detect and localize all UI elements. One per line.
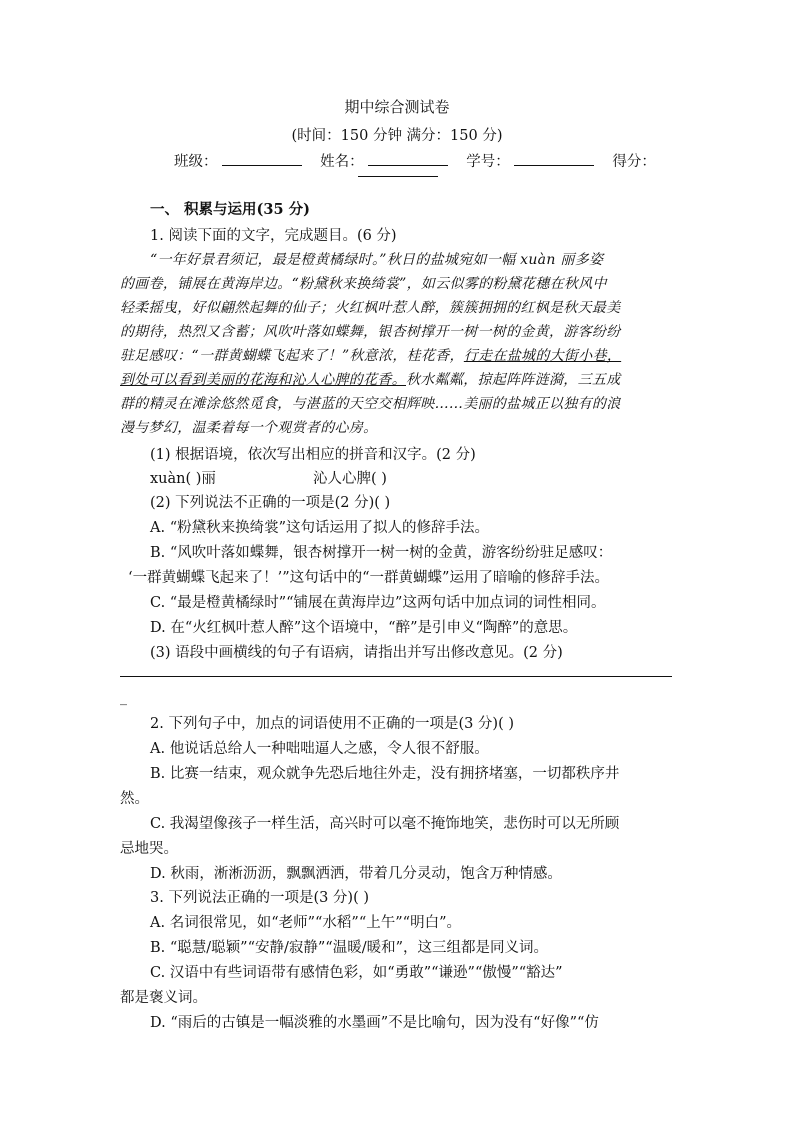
- pinyin-blank[interactable]: xuàn( )丽: [150, 471, 216, 487]
- option-a: A. 他说话总给人一种咄咄逼人之感，令人很不舒服。: [150, 741, 489, 757]
- underlined-sentence: 到处可以看到美丽的花海和沁人心脾的花香。: [120, 372, 406, 388]
- passage-line: 轻柔摇曳，好似翩然起舞的仙子；火红枫叶惹人醉，簇簇拥拥的红枫是秋天最美: [120, 300, 621, 316]
- passage-line: 群的精灵在滩涂悠然觅食，与湛蓝的天空交相辉映……美丽的盐城正以独有的浪: [120, 396, 621, 412]
- id-blank[interactable]: [514, 153, 594, 166]
- hanzi-blank[interactable]: 沁人心脾( ): [313, 471, 387, 487]
- class-label: 班级：: [174, 154, 218, 170]
- passage-line: 的画卷，铺展在黄海岸边。“粉黛秋来换绮裳”，如云似雾的粉黛花穗在秋风中: [120, 276, 607, 292]
- passage-text: 秋水粼粼，掠起阵阵涟漪，三五成: [406, 372, 621, 388]
- option-d: D. 秋雨，淅淅沥沥，飘飘洒洒，带着几分灵动，饱含万种情感。: [150, 866, 562, 882]
- question-1-2: (2) 下列说法不正确的一项是(2 分)( ): [150, 495, 391, 511]
- option-c-continued: 都是褒义词。: [120, 990, 207, 1006]
- passage-line: “一年好景君须记，最是橙黄橘绿时。”秋日的盐城宛如一幅 xuàn 丽多姿: [150, 252, 604, 268]
- option-c: C. “最是橙黄橘绿时”“铺展在黄海岸边”这两句话中加点词的词性相同。: [150, 595, 606, 611]
- question-1-intro: 1. 阅读下面的文字，完成题目。(6 分): [150, 228, 397, 244]
- score-label: 得分：: [612, 154, 656, 170]
- passage-text: 驻足感叹：“一群黄蝴蝶飞起来了！”秋意浓，桂花香，: [120, 348, 464, 364]
- passage-line: 的期待，热烈又含蓄；风吹叶落如蝶舞，银杏树撑开一树一树的金黄，游客纷纷: [120, 324, 621, 340]
- name-blank[interactable]: [368, 153, 448, 166]
- option-a: A. “粉黛秋来换绮裳”这句话运用了拟人的修辞手法。: [150, 520, 490, 536]
- option-b: B. 比赛一结束，观众就争先恐后地往外走，没有拥挤堵塞，一切都秩序井: [150, 766, 620, 782]
- question-2: 2. 下列句子中，加点的词语使用不正确的一项是(3 分)( ): [150, 716, 515, 732]
- option-d: D. 在“火红枫叶惹人醉”这个语境中，“醉”是引申义“陶醉”的意思。: [150, 620, 578, 636]
- option-b-continued: ‘一群黄蝴蝶飞起来了！’”这句话中的“一群黄蝴蝶”运用了暗喻的修辞手法。: [128, 570, 609, 586]
- answer-line[interactable]: [120, 676, 672, 677]
- option-b: B. “风吹叶落如蝶舞，银杏树撑开一树一树的金黄，游客纷纷驻足感叹：: [150, 545, 613, 561]
- question-3: 3. 下列说法正确的一项是(3 分)( ): [150, 890, 370, 906]
- option-b-continued: 然。: [120, 791, 149, 807]
- student-info-row: [174, 150, 656, 171]
- question-1-1: (1) 根据语境，依次写出相应的拼音和汉字。(2 分): [150, 447, 476, 463]
- exam-title: 期中综合测试卷: [344, 98, 450, 116]
- option-c: C. 汉语中有些词语带有感情色彩，如“勇敢”“谦逊”“傲慢”“豁达”: [150, 965, 563, 981]
- question-1-3: (3) 语段中画横线的句子有语病，请指出并写出修改意见。(2 分): [150, 645, 563, 661]
- name-label: 姓名：: [320, 154, 364, 170]
- option-c: C. 我渴望像孩子一样生活，高兴时可以毫不掩饰地笑，悲伤时可以无所顾: [150, 816, 620, 832]
- option-b: B. “聪慧/聪颖”“安静/寂静”“温暖/暖和”，这三组都是同义词。: [150, 940, 549, 956]
- exam-subtitle: (时间：150 分钟 满分：150 分): [291, 128, 503, 144]
- underlined-sentence: 行走在盐城的大街小巷，: [463, 348, 622, 364]
- passage-line: [120, 369, 621, 389]
- score-blank[interactable]: [358, 176, 438, 177]
- class-blank[interactable]: [222, 153, 302, 166]
- option-d: D. “雨后的古镇是一幅淡雅的水墨画”不是比喻句，因为没有“好像”“仿: [150, 1015, 599, 1031]
- section-heading: 一、 积累与运用(35 分): [150, 201, 310, 218]
- id-label: 学号：: [466, 154, 510, 170]
- answer-dash: _: [120, 690, 127, 706]
- passage-line: [120, 345, 621, 365]
- passage-line: 漫与梦幻，温柔着每一个观赏者的心房。: [120, 420, 378, 436]
- option-a: A. 名词很常见，如“老师”“水稻”“上午”“明白”。: [150, 915, 461, 931]
- option-c-continued: 忌地哭。: [120, 841, 178, 857]
